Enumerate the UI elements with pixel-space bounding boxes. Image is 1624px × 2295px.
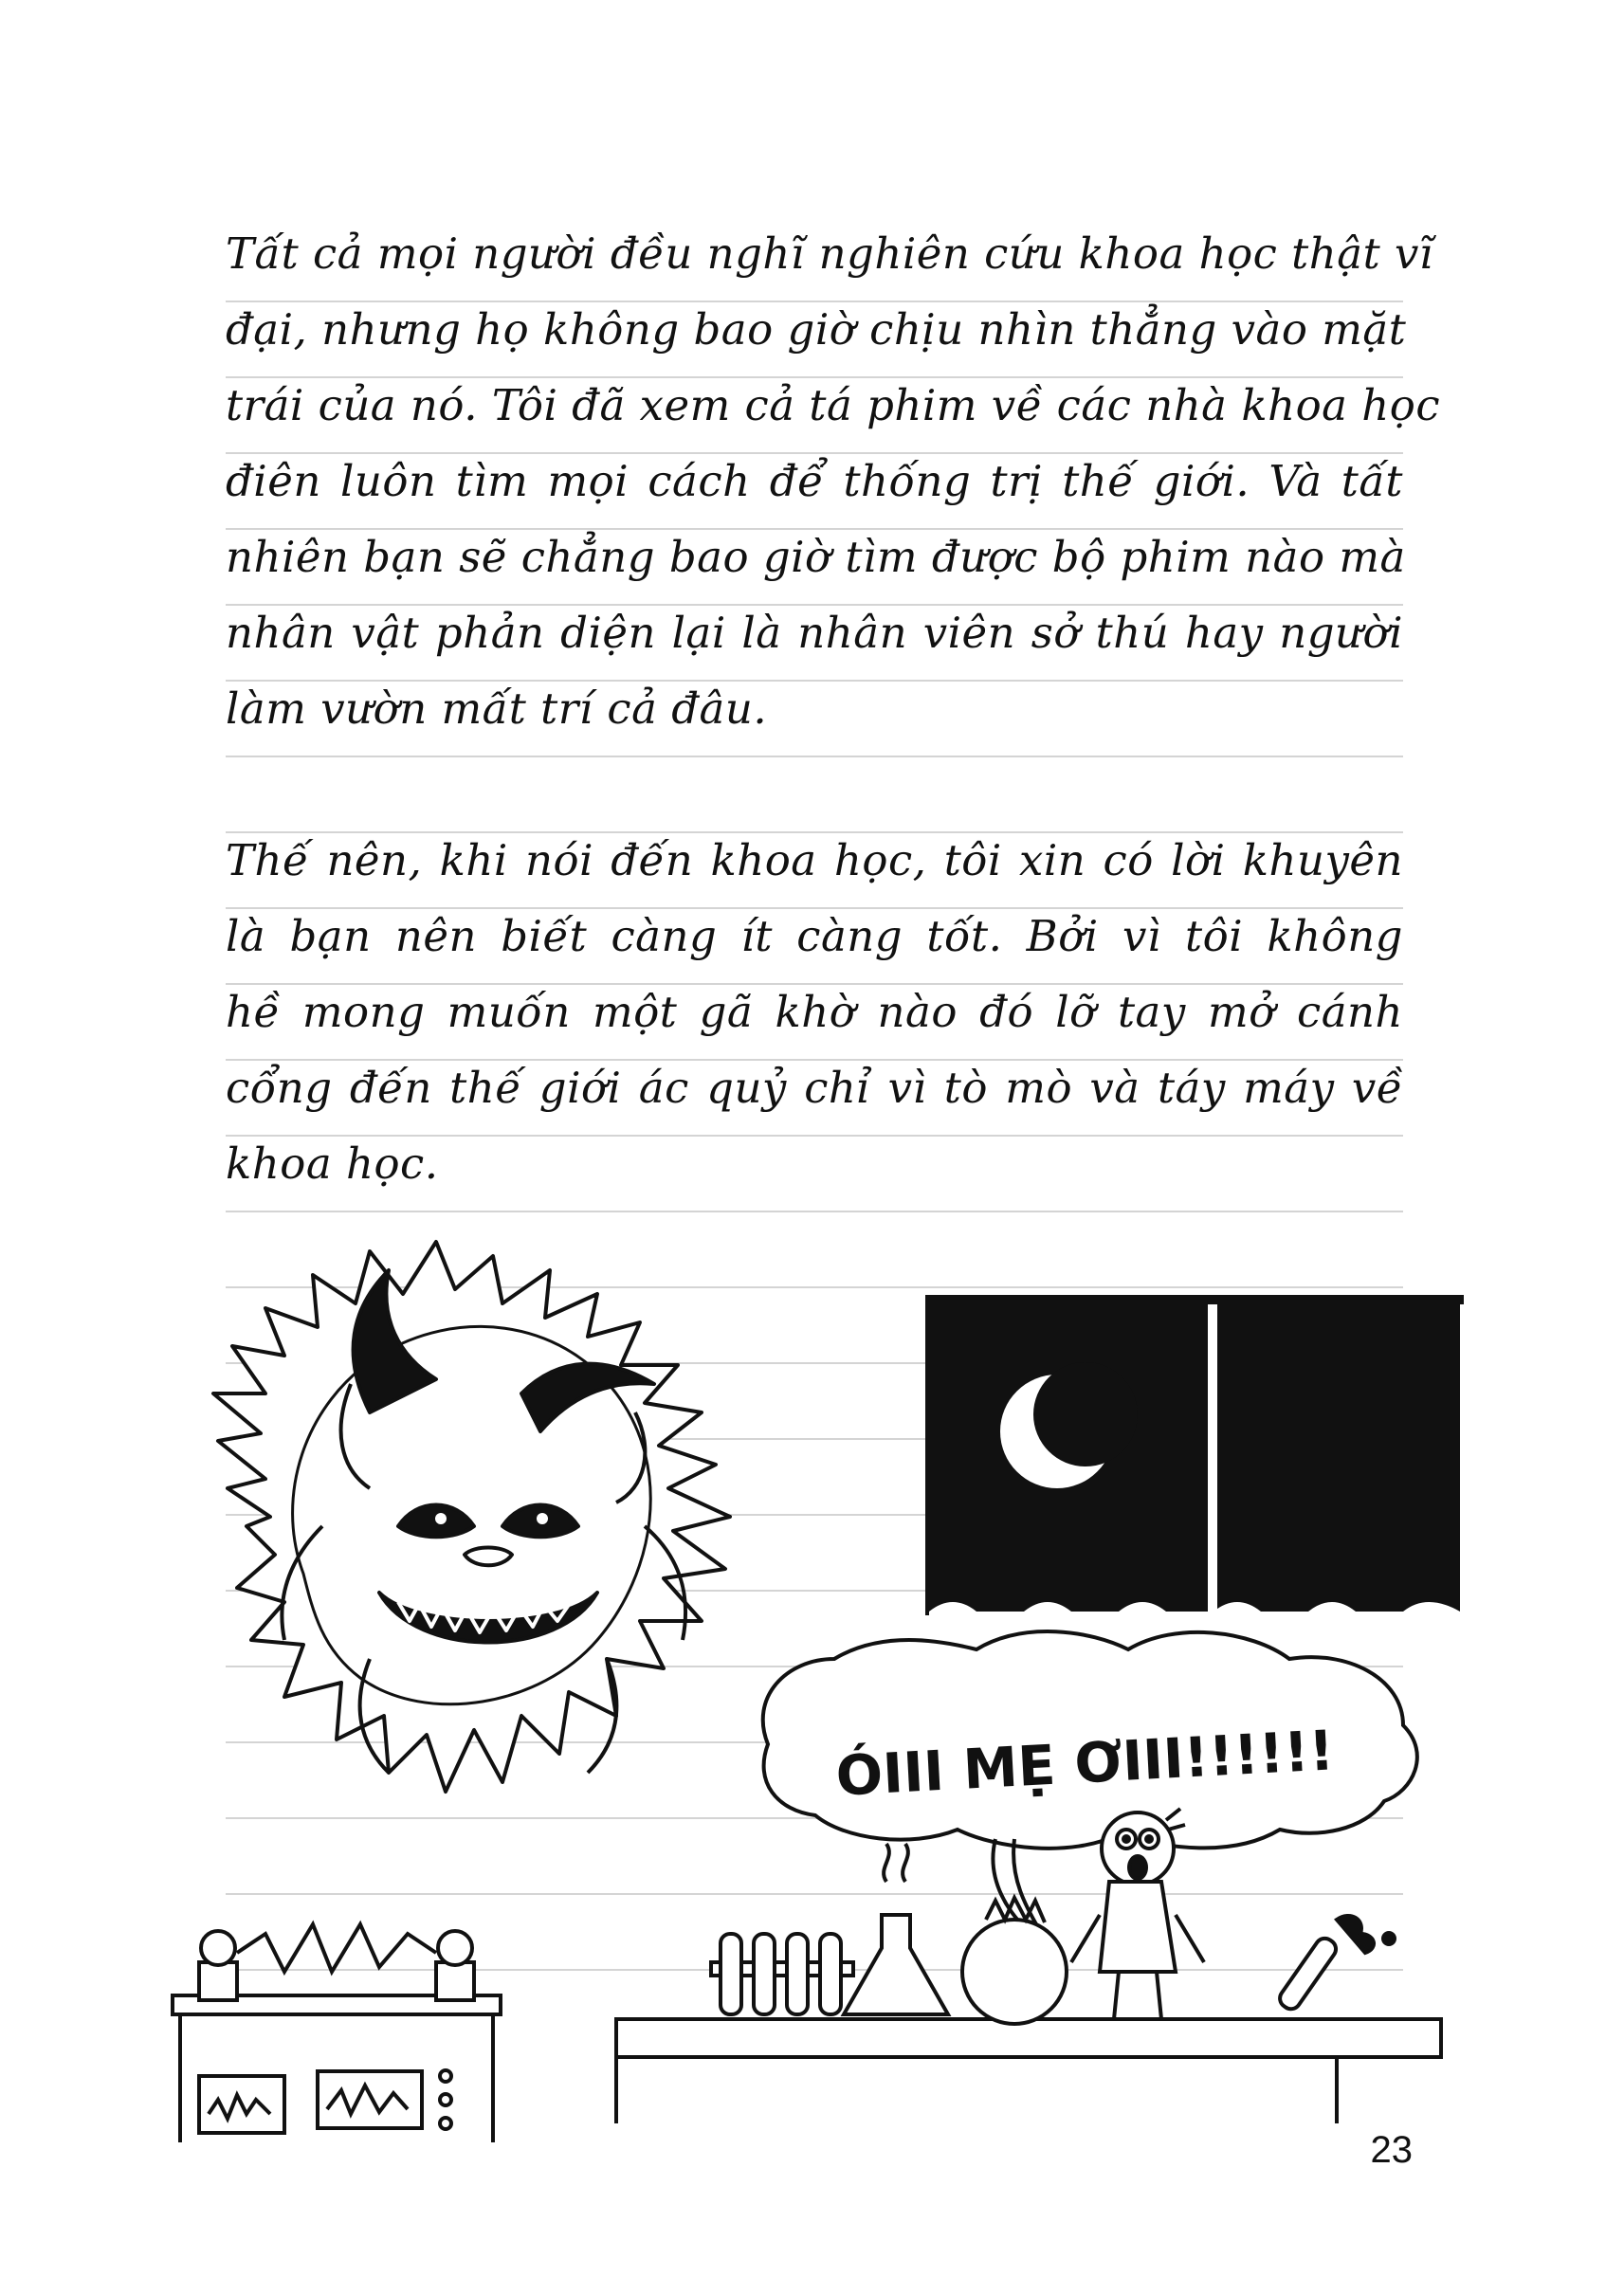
text-line: khoa học. (226, 1138, 439, 1189)
text-line: điên luôn tìm mọi cách để thống trị thế giới. Và tất (226, 456, 1403, 506)
text-line: trái của nó. Tôi đã xem cả tá phim về các nhà khoa học (226, 380, 1441, 430)
text-line: Thế nên, khi nói đến khoa học, tôi xin có lời khuyên (226, 835, 1403, 885)
spilled-test-tube (1276, 1916, 1395, 2013)
text-line: nhân vật phản diện lại là nhân viên sở thú hay người (226, 608, 1403, 658)
speech-bubble (763, 1631, 1417, 1943)
text-line: là bạn nên biết càng ít càng tốt. Bởi vì tôi không (226, 911, 1403, 961)
lab-table (616, 1844, 1441, 2123)
ruled-line (226, 756, 1403, 757)
text-line: Tất cả mọi người đều nghĩ nghiên cứu khoa học thật vĩ (226, 228, 1433, 279)
speech-bubble-text: ÓIII MẸ ƠIII!!!!!! (834, 1718, 1336, 1809)
night-window (925, 1295, 1464, 1630)
text-line: nhiên bạn sẽ chẳng bao giờ tìm được bộ phim nào mà (226, 532, 1406, 582)
page-number: 23 (1370, 2129, 1413, 2171)
demon-portal-drawing (213, 1242, 730, 1792)
text-line: cổng đến thế giới ác quỷ chỉ vì tò mò và táy máy về (226, 1063, 1403, 1113)
text-line: đại, nhưng họ không bao giờ chịu nhìn thẳng vào mặt (226, 304, 1407, 355)
text-line: làm vườn mất trí cả đâu. (226, 683, 768, 734)
ruled-line (226, 1211, 1403, 1212)
lab-machine (173, 1924, 501, 2142)
text-line: hề mong muốn một gã khờ nào đó lỡ tay mở cánh (226, 987, 1403, 1037)
illustration (161, 1213, 1479, 2142)
